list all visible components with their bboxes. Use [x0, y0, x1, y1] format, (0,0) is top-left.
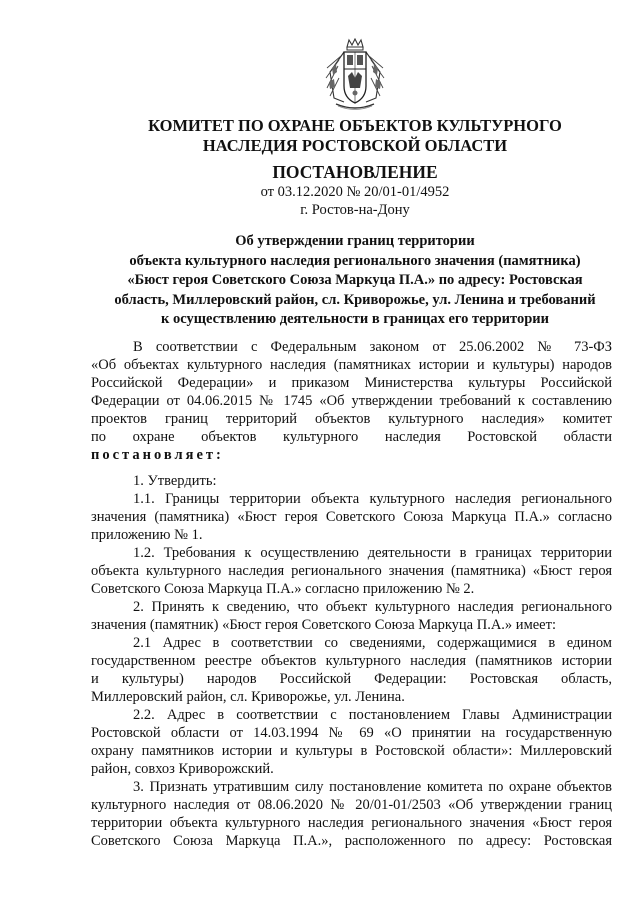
body-line: район, совхоз Криворожский.	[91, 761, 274, 777]
body-line: Советского Союза Маркуца П.А.» согласно приложению № 2.	[91, 581, 475, 597]
body-line: В соответствии с Федеральным законом от 25.06.2002 № 73-ФЗ	[133, 339, 612, 355]
resolution-word: постановляет:	[91, 447, 224, 463]
body-line: Российской Федерации» и приказом Министерства культуры Российской	[91, 375, 612, 391]
subject-line: Об утверждении границ территории	[235, 233, 475, 249]
body-line: государственном реестре объектов культурного наследия (памятников истории	[91, 653, 612, 669]
body-line: по охране объектов культурного наследия Ростовской области	[91, 429, 612, 445]
subject-line: к осуществлению деятельности в границах его территории	[161, 311, 549, 327]
coat-of-arms-icon	[324, 38, 386, 112]
body-line: 2.2. Адрес в соответствии с постановлением Главы Администрации	[133, 707, 612, 723]
subject-line: объекта культурного наследия регионального значения (памятника)	[129, 252, 581, 269]
body-line: 1.2. Требования к осуществлению деятельности в границах территории	[133, 545, 612, 561]
body-line: Советского Союза Маркуца П.А.», расположенного по адресу: Ростовская	[91, 833, 612, 849]
body-line: 1. Утвердить:	[133, 473, 217, 489]
body-line: Миллеровский район, сл. Криворожье, ул. Ленина.	[91, 689, 405, 705]
body-line: «Об объектах культурного наследия (памятниках истории и культуры) народов	[91, 357, 612, 373]
body-line: приложению № 1.	[91, 527, 203, 543]
body-line: проектов границ территорий объектов культурного наследия» комитет	[91, 411, 612, 427]
committee-name-line1: КОМИТЕТ ПО ОХРАНЕ ОБЪЕКТОВ КУЛЬТУРНОГО	[148, 116, 562, 135]
body-line: Федерации от 04.06.2015 № 1745 «Об утверждении требований к составлению	[91, 393, 612, 409]
body-line: территории объекта культурного наследия регионального значения «Бюст героя	[91, 815, 612, 831]
decree-date-number: от 03.12.2020 № 20/01-01/4952	[260, 184, 450, 200]
body-line: 3. Признать утратившим силу постановление комитета по охране объектов	[133, 779, 612, 795]
body-line: охрану памятников истории и культуры в Ростовской области»: Миллеровский	[91, 743, 612, 759]
body-line: культурного наследия от 08.06.2020 № 20/01-01/2503 «Об утверждении границ	[91, 797, 612, 813]
decree-city: г. Ростов-на-Дону	[300, 202, 410, 218]
committee-name-line2: НАСЛЕДИЯ РОСТОВСКОЙ ОБЛАСТИ	[202, 136, 508, 155]
body-line: и культуры) народов Российской Федерации: Ростовская область,	[91, 671, 612, 687]
body-line: 2.1 Адрес в соответствии со сведениями, содержащимися в едином	[133, 635, 612, 651]
decree-subject	[80, 232, 630, 330]
subject-line: область, Миллеровский район, сл. Криворожье, ул. Ленина и требований	[114, 291, 596, 308]
body-line: объекта культурного наследия регионального значения (памятника) «Бюст героя	[91, 563, 612, 579]
body-line: Ростовской области от 14.03.1994 № 69 «О принятии на государственную	[91, 725, 612, 741]
body-line: значения (памятник) «Бюст героя Советского Союза Маркуца П.А.» имеет:	[91, 617, 556, 633]
subject-line: «Бюст героя Советского Союза Маркуца П.А.» по адресу: Ростовская	[127, 272, 583, 288]
body-line: 2. Принять к сведению, что объект культурного наследия регионального	[133, 599, 612, 615]
body-line: значения (памятника) «Бюст героя Советского Союза Маркуца П.А.» согласно	[91, 509, 612, 525]
body-line: 1.1. Границы территории объекта культурного наследия регионального	[133, 491, 612, 507]
decree-title: ПОСТАНОВЛЕНИЕ	[272, 162, 438, 182]
